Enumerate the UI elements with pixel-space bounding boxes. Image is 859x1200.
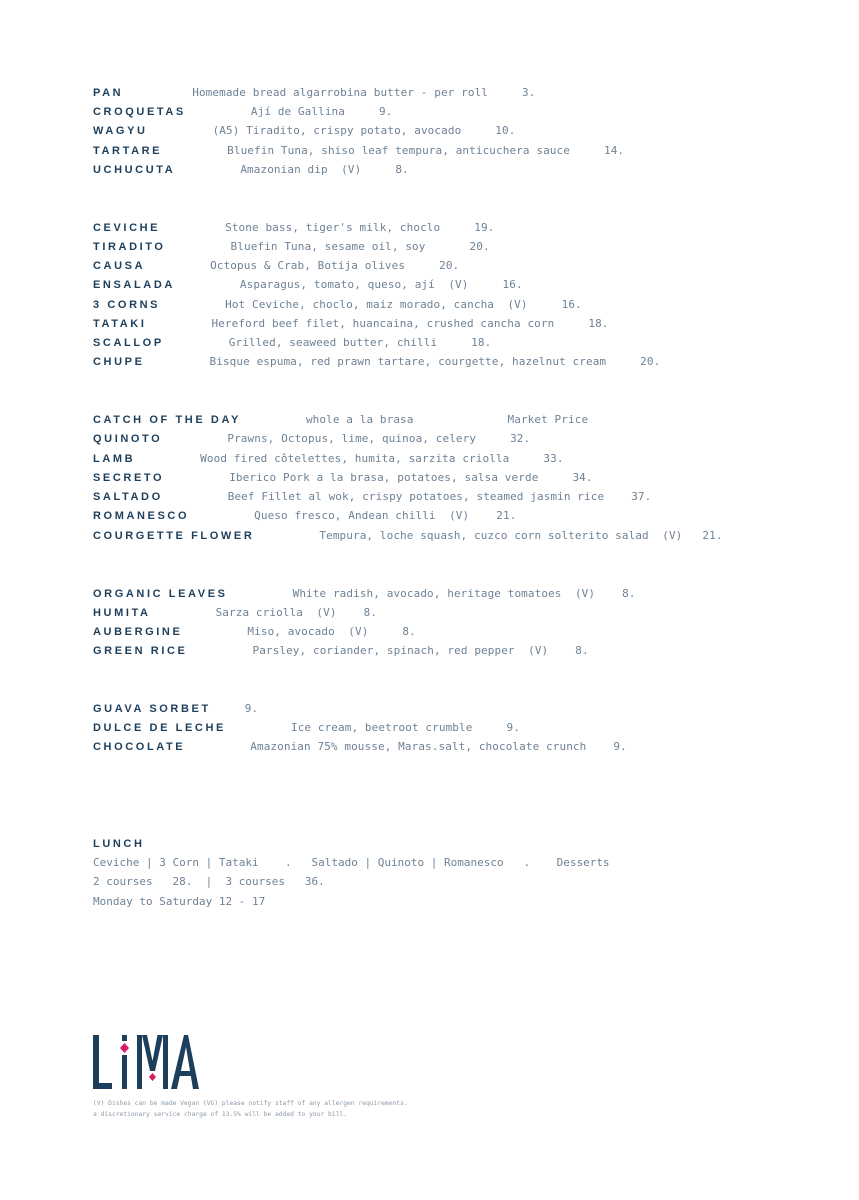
item-price: 9. [379,105,393,118]
item-price: 18. [471,336,492,349]
item-description: Octopus & Crab, Botija olives [210,259,406,272]
item-price: 8. [395,163,409,176]
item-name: SECRETO [93,472,165,484]
item-description: Sarza criolla (V) [215,606,337,619]
item-name: LAMB [93,453,136,465]
menu-item-humita [93,606,377,620]
item-description: Grilled, seaweed butter, chilli [228,336,438,349]
item-price: 10. [495,124,516,137]
item-price: 20. [469,240,490,253]
item-name: ENSALADA [93,279,175,291]
item-description: Amazonian 75% mousse, Maras.salt, chocolate crunch [250,740,587,753]
item-price: 34. [572,471,593,484]
lunch-dishes: Ceviche | 3 Corn | Tataki . Saltado | Quinoto | Romanesco . Desserts [93,856,610,869]
menu-item-scallop [93,336,491,350]
lunch-title: LUNCH [93,838,145,850]
item-description: Bluefin Tuna, shiso leaf tempura, anticuchera sauce [227,144,570,157]
item-price: 9. [244,702,259,715]
menu-item-pan [93,86,535,100]
item-description: Ice cream, beetroot crumble [290,721,473,734]
menu-item-tiradito [93,240,490,254]
menu-item-croquetas [93,105,392,119]
item-description: White radish, avocado, heritage tomatoes (V) [292,587,596,600]
menu-item-romanesco [93,509,516,523]
item-name: CROQUETAS [93,106,186,118]
menu-item-ceviche [93,221,494,235]
item-price: 37. [631,490,652,503]
item-name: SCALLOP [93,337,164,349]
item-description: Beef Fillet al wok, crispy potatoes, steamed jasmin rice [227,490,605,503]
item-price: 33. [543,452,564,465]
item-name: CHOCOLATE [93,741,186,753]
item-price: 21. [702,529,723,542]
menu-item-wagyu [93,124,515,138]
item-description: Miso, avocado (V) [247,625,369,638]
item-description: Queso fresco, Andean chilli (V) [254,509,470,522]
item-name: PAN [93,87,124,99]
item-description: Parsley, coriander, spinach, red pepper (V) [252,644,549,657]
menu-item-tataki [93,317,609,331]
menu-item-secreto [93,471,593,485]
item-name: HUMITA [93,607,151,619]
menu-item-aubergine [93,625,416,639]
item-price: 8. [402,625,416,638]
item-name: CHUPE [93,356,145,368]
menu-item-ensalada [93,278,523,292]
item-description: Hereford beef filet, huancaina, crushed cancha corn [211,317,555,330]
menu-item-courgette-flower [93,529,723,543]
menu-item-causa [93,259,459,273]
menu-item-dulce-de-leche [93,721,520,735]
item-price: 3. [522,86,536,99]
item-description: Ají de Gallina [250,105,345,118]
lima-logo [93,1033,199,1089]
menu-item-3-corns [93,298,582,312]
item-name: AUBERGINE [93,626,183,638]
item-name: DULCE DE LECHE [93,722,226,734]
menu-item-quinoto [93,432,530,446]
item-description: Asparagus, tomato, queso, ají (V) [239,278,469,291]
item-price: 8. [622,587,636,600]
item-name: WAGYU [93,125,148,137]
item-description: Wood fired côtelettes, humita, sarzita criolla [200,452,510,465]
item-price: 9. [506,721,520,734]
item-price: 14. [603,144,625,157]
item-price: 20. [439,259,460,272]
menu-item-catch-of-the-day [93,413,588,427]
item-description: Prawns, Octopus, lime, quinoa, celery [227,432,477,445]
item-description: whole a la brasa [305,413,414,426]
item-description: Bluefin Tuna, sesame oil, soy [230,240,426,253]
item-name: TARTARE [93,145,163,157]
item-name: COURGETTE FLOWER [93,530,255,542]
item-price: 20. [640,355,661,368]
item-price: 16. [561,298,582,311]
item-description: Iberico Pork a la brasa, potatoes, salsa verde [229,471,539,484]
item-name: CEVICHE [93,222,161,234]
lunch-prices: 2 courses 28. | 3 courses 36. [93,875,325,888]
item-name: 3 CORNS [93,299,161,311]
item-price: 9. [613,740,627,753]
item-price: 21. [496,509,517,522]
item-name: CAUSA [93,260,146,272]
item-price: 8. [363,606,378,619]
menu-item-uchucuta [93,163,409,177]
item-description: (A5) Tiradito, crispy potato, avocado [212,124,462,137]
menu-item-green-rice [93,644,589,658]
item-description: Amazonian dip (V) [240,163,362,176]
item-price: Market Price [507,413,589,426]
item-name: GUAVA SORBET [93,703,211,715]
item-price: 16. [502,278,523,291]
item-price: 19. [474,221,495,234]
item-name: QUINOTO [93,433,163,445]
item-price: 18. [588,317,609,330]
menu-item-guava-sorbet [93,702,258,716]
item-description: Bisque espuma, red prawn tartare, courgette, hazelnut cream [209,355,607,368]
menu-item-chupe [93,355,660,369]
menu-item-chocolate [93,740,627,754]
item-description: Stone bass, tiger's milk, choclo [225,221,441,234]
item-price: 32. [510,432,531,445]
menu-item-tartare [93,144,624,158]
footer-service-charge: a discretionary service charge of 13.5% will be added to your bill. [93,1111,348,1118]
item-name: TATAKI [93,318,147,330]
item-description: Homemade bread algarrobina butter - per roll [192,86,489,99]
item-name: ROMANESCO [93,510,190,522]
item-price: 8. [575,644,589,657]
item-name: ORGANIC LEAVES [93,588,228,600]
menu-item-saltado [93,490,651,504]
item-name: CATCH OF THE DAY [93,414,241,426]
item-name: TIRADITO [93,241,166,253]
footer-vegan-note: (V) Dishes can be made Vegan (VG) please notify staff of any allergen requirements. [93,1100,408,1107]
lunch-hours: Monday to Saturday 12 - 17 [93,895,266,908]
item-description: Hot Ceviche, choclo, maiz morado, cancha (V) [225,298,528,311]
item-name: GREEN RICE [93,645,188,657]
item-name: UCHUCUTA [93,164,176,176]
menu-item-lamb [93,452,564,466]
item-name: SALTADO [93,491,163,503]
menu-item-organic-leaves [93,587,636,601]
item-description: Tempura, loche squash, cuzco corn solterito salad (V) [319,529,683,542]
